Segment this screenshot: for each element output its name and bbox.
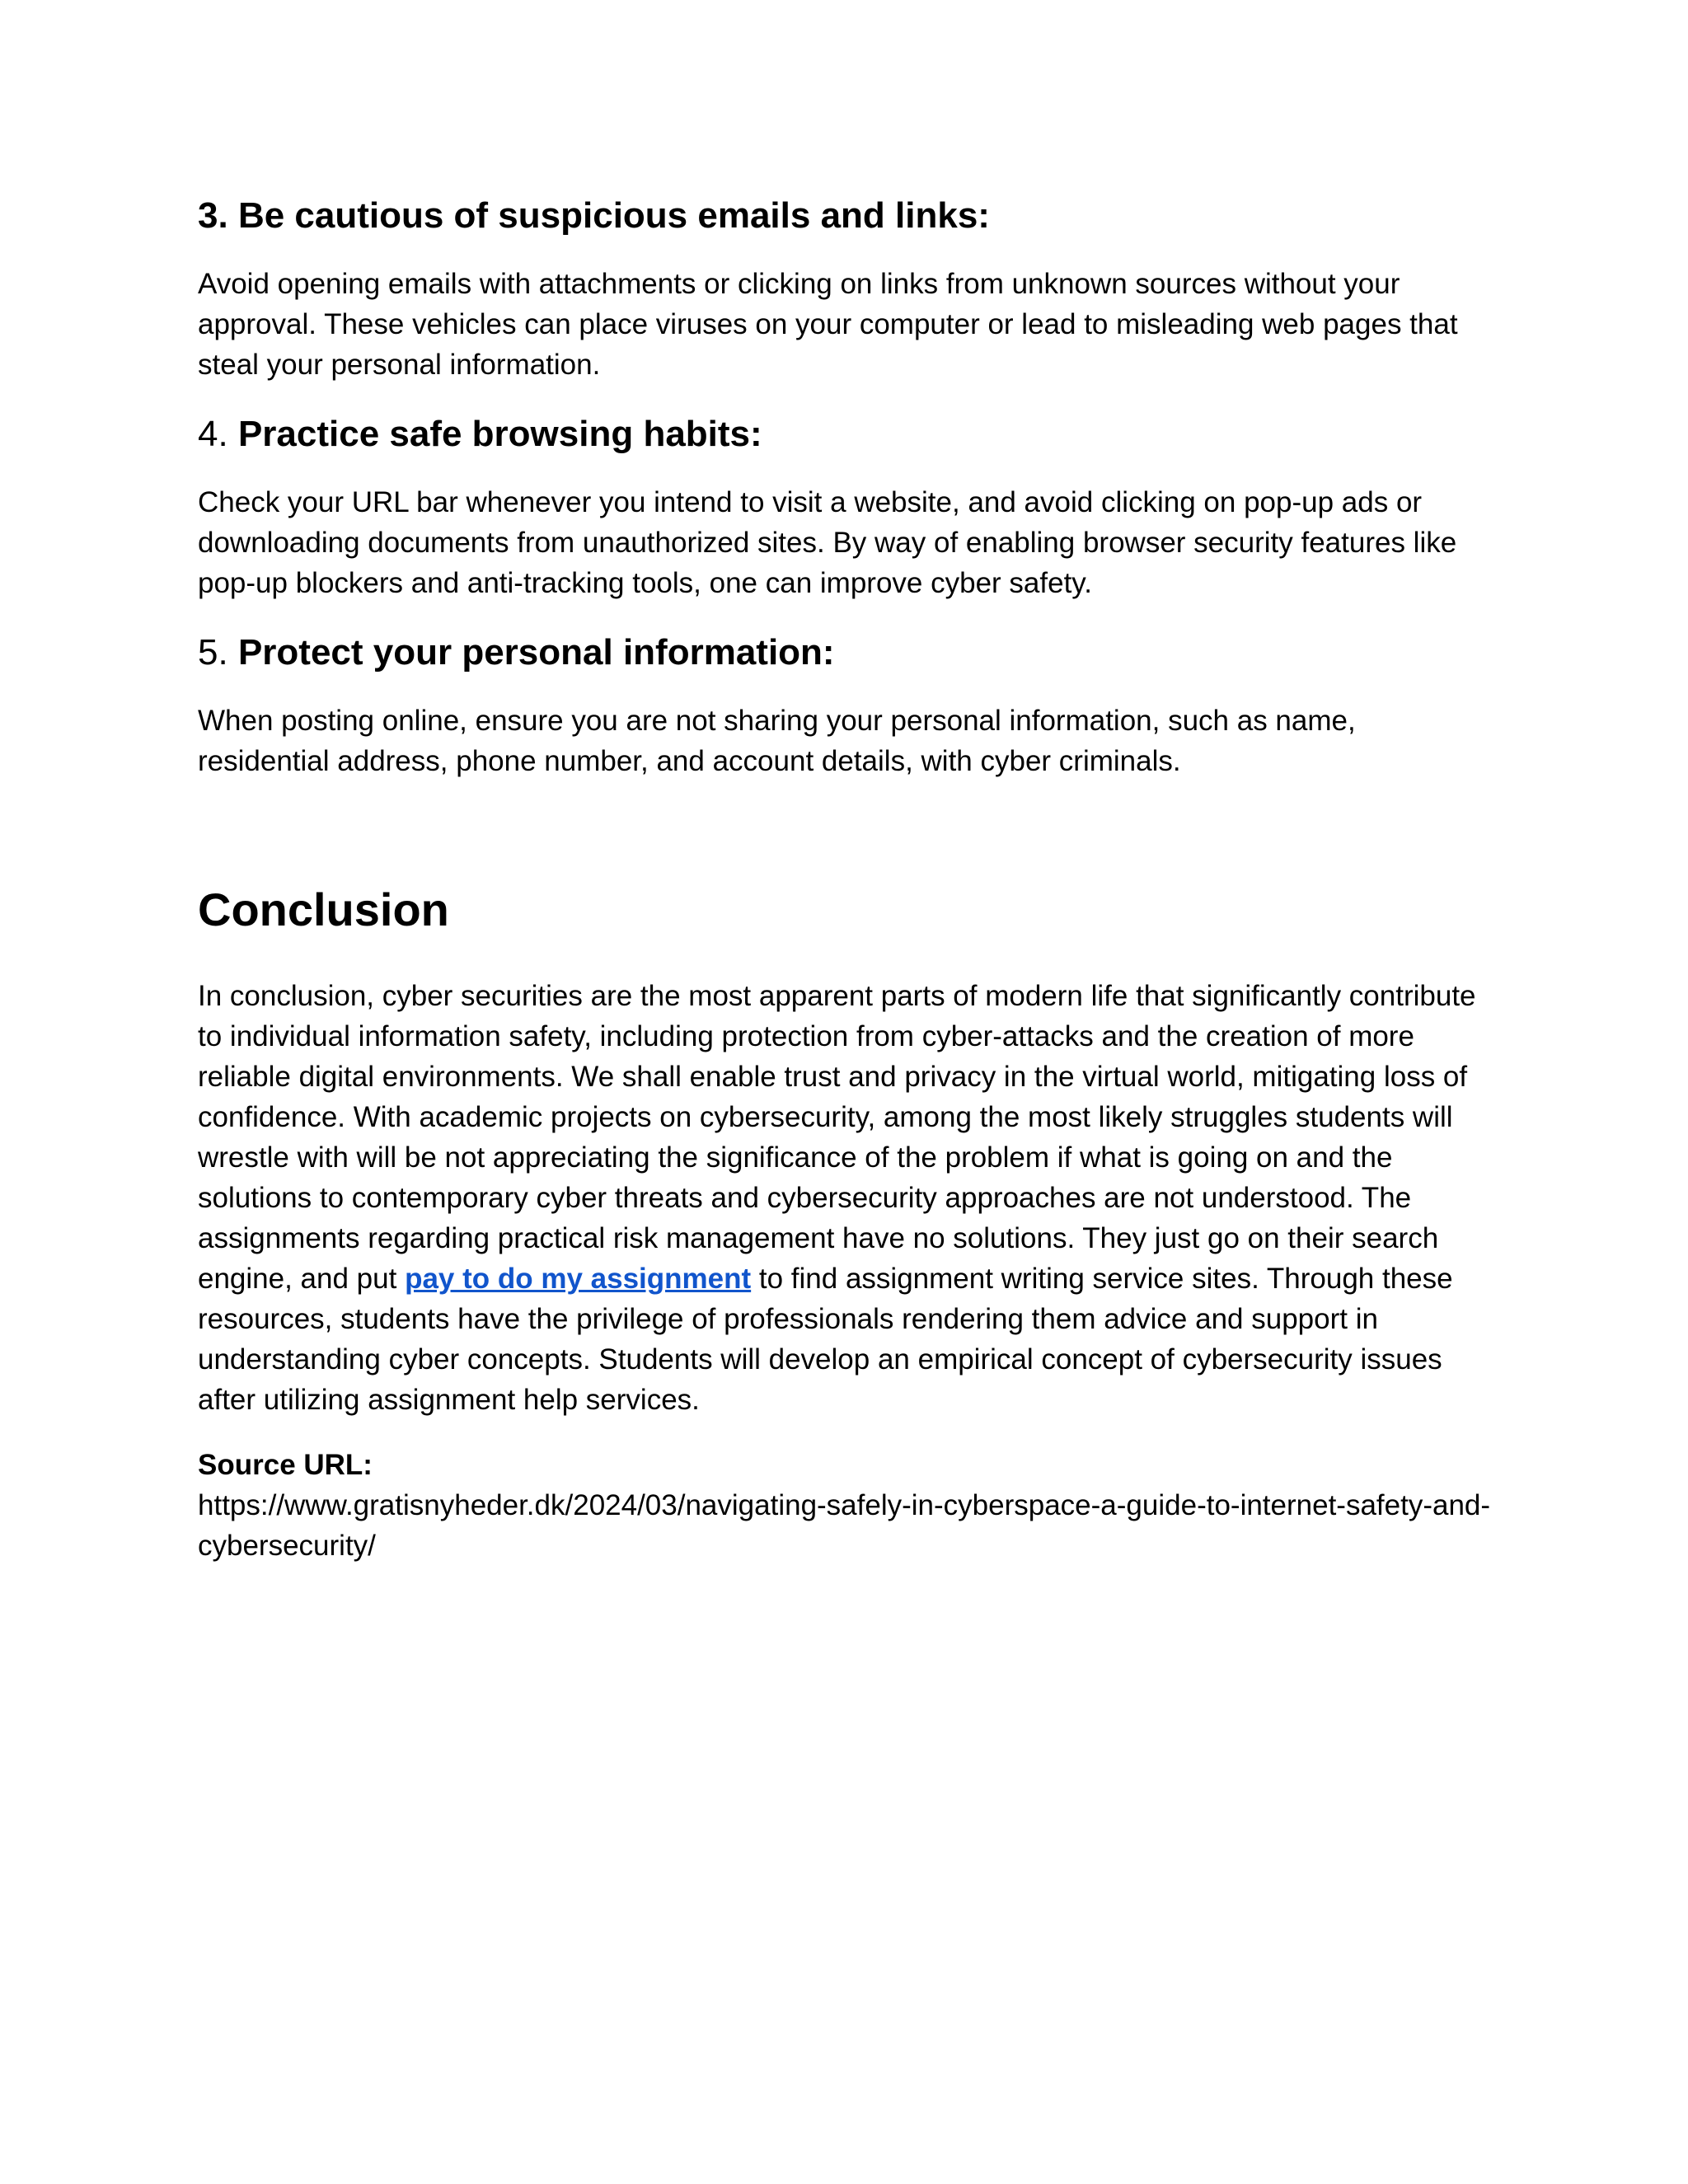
section-3-number: 3. [198,195,228,236]
conclusion-text-after-link: to find assignment writing service sites. Through these resources, students have the privilege of professionals rendering them advice and support in understanding cyber concepts. Students will develop an empirical concept of cybersecurity issues after utilizing assignment help services. [198,1263,1453,1416]
section-5-body: When posting online, ensure you are not sharing your personal information, such as name, residential address, phone number, and account details, with cyber criminals. [198,705,1356,777]
section-4-title: Practice safe browsing habits: [237,414,762,454]
section-4-number: 4. [198,414,228,454]
section-5-title: Protect your personal information: [237,632,835,673]
section-3-heading [198,191,1492,241]
pay-to-do-my-assignment-link[interactable]: pay to do my assignment [405,1263,752,1295]
section-4-body: Check your URL bar whenever you intend to visit a website, and avoid clicking on pop-up ads or downloading documents from unauthorized sites. By way of enabling browser security features like pop-up blockers and anti-tracking tools, one can improve cyber safety. [198,486,1457,599]
section-4-heading [198,410,1492,459]
section-5-heading [198,628,1492,677]
section-3-body: Avoid opening emails with attachments or clicking on links from unknown sources without your approval. These vehicles can place viruses on your computer or lead to misleading web pages that steal your personal information. [198,268,1458,381]
section-5-number: 5. [198,632,228,673]
source-url-value: https://www.gratisnyheder.dk/2024/03/navigating-safely-in-cyberspace-a-guide-to-internet-safety-and-cybersecurity/ [198,1489,1491,1562]
conclusion-paragraph [198,976,1492,1420]
source-url-label: Source URL: [198,1449,373,1481]
document-content [198,191,1492,1566]
conclusion-heading: Conclusion [198,883,449,935]
conclusion-text-before-link: In conclusion, cyber securities are the most apparent parts of modern life that significantly contribute to individual information safety, including protection from cyber-attacks and the creation of more reliable digital environments. We shall enable trust and privacy in the virtual world, mitigating loss of confidence. With academic projects on cybersecurity, among the most likely struggles students will wrestle with will be not appreciating the significance of the problem if what is going on and the solutions to contemporary cyber threats and cybersecurity approaches are not understood. The assignments regarding practical risk management have no solutions. They just go on their search engine, and put [198,980,1476,1295]
section-3-title: Be cautious of suspicious emails and links: [237,195,990,236]
